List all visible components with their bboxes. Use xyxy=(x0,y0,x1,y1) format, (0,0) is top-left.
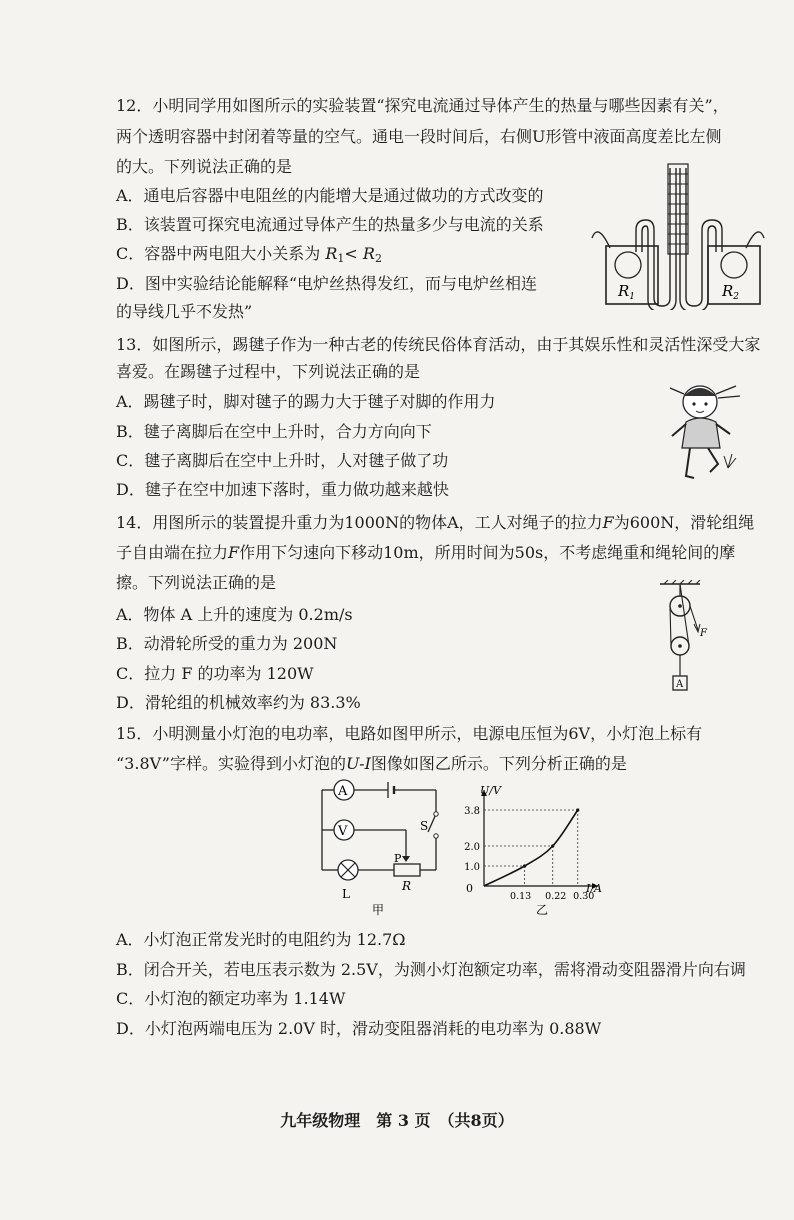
q14-stem-line-1: 14．用图所示的装置提升重力为1000N的物体A，工人对绳子的拉力F为600N，滑轮组绳 xyxy=(116,513,755,532)
q14-stem-line-3: 擦。下列说法正确的是 xyxy=(116,573,277,592)
q13-option-b: B．毽子离脚后在空中上升时，合力方向向下 xyxy=(116,422,432,441)
q12-stem-line-1: 12．小明同学用如图所示的实验装置“探究电流通过导体产生的热量与哪些因素有关”， xyxy=(116,96,729,115)
page-footer: 九年级物理 第 3 页 （共8页） xyxy=(280,1111,514,1130)
graph-caption: 乙 xyxy=(536,903,549,917)
graph-guide-lines xyxy=(484,810,578,886)
q15-option-b: B．闭合开关，若电压表示数为 2.5V，为测小灯泡额定功率，需将滑动变阻器滑片向右调 xyxy=(116,960,746,979)
q14-option-c: C．拉力 F 的功率为 120W xyxy=(116,664,314,683)
q12-option-b: B．该装置可探究电流通过导体产生的热量多少与电流的关系 xyxy=(116,215,544,234)
q12-option-a: A．通电后容器中电阻丝的内能增大是通过做功的方式改变的 xyxy=(116,186,544,205)
q14-option-b: B．动滑轮所受的重力为 200N xyxy=(116,634,338,653)
q14-option-a: A．物体 A 上升的速度为 0.2m/s xyxy=(116,605,353,624)
q13-stem-line-1: 13．如图所示，踢毽子作为一种古老的传统民俗体育活动，由于其娱乐性和灵活性深受大家 xyxy=(116,335,761,354)
graph-points xyxy=(523,808,579,867)
switch-label: S xyxy=(420,819,429,833)
fig-r2-label: $R_2$ xyxy=(722,282,740,302)
graph-point-2 xyxy=(551,844,554,847)
q12-stem-line-3: 的大。下列说法正确的是 xyxy=(116,157,293,176)
graph-point-3 xyxy=(576,808,579,811)
fig-r1-label: $R_1$ xyxy=(618,282,636,302)
graph-ylabel: U/V xyxy=(480,784,501,797)
graph-point-1 xyxy=(523,864,526,867)
q12-option-d-line-2: 的导线几乎不发热” xyxy=(116,302,253,321)
graph-ytick-1: 2.0 xyxy=(464,842,480,853)
circuit-caption: 甲 xyxy=(372,903,385,917)
graph-ytick-2: 1.0 xyxy=(464,862,480,873)
pulley-object-label: A xyxy=(676,679,684,690)
voltmeter-symbol: V xyxy=(338,824,348,839)
q14-option-d: D．滑轮组的机械效率约为 83.3% xyxy=(116,693,361,712)
q13-option-c: C．毽子离脚后在空中上升时，人对毽子做了功 xyxy=(116,451,449,470)
pulley-force-label: F xyxy=(700,628,707,639)
q15-stem-line-1: 15．小明测量小灯泡的电功率，电路如图甲所示，电源电压恒为6V，小灯泡上标有 xyxy=(116,724,703,743)
ui-graph-yi xyxy=(454,778,604,920)
graph-ytick-0: 3.8 xyxy=(464,806,480,817)
slider-label: P xyxy=(394,852,402,865)
q13-option-d: D．毽子在空中加速下落时，重力做功越来越快 xyxy=(116,480,449,499)
graph-xtick-2: 0.30 xyxy=(573,891,595,902)
q12-stem-line-2: 两个透明容器中封闭着等量的空气。通电一段时间后，右侧U形管中液面高度差比左侧 xyxy=(116,127,722,146)
ammeter-symbol: A xyxy=(338,784,348,799)
rheostat-label: R xyxy=(402,879,412,893)
pulley-system-figure xyxy=(654,580,714,694)
q12-option-d-line-1: D．图中实验结论能解释“电炉丝热得发红，而与电炉丝相连 xyxy=(116,274,538,293)
q15-option-a: A．小灯泡正常发光时的电阻约为 12.7Ω xyxy=(116,930,406,949)
q13-option-a: A．踢毽子时，脚对毽子的踢力大于毽子对脚的作用力 xyxy=(116,392,496,411)
graph-xlabel: I/A xyxy=(586,882,602,895)
q15-option-c: C．小灯泡的额定功率为 1.14W xyxy=(116,989,346,1008)
q13-stem-line-2: 喜爱。在踢毽子过程中，下列说法正确的是 xyxy=(116,362,421,381)
q15-option-d: D．小灯泡两端电压为 2.0V 时，滑动变阻器消耗的电功率为 0.88W xyxy=(116,1019,602,1038)
q12-apparatus-figure xyxy=(588,160,768,310)
graph-axes xyxy=(481,790,598,889)
graph-series-line xyxy=(484,810,578,886)
circuit-diagram-jia xyxy=(308,774,460,920)
shuttlecock-kicker-figure xyxy=(660,378,746,484)
q12-option-c: C．容器中两电阻大小关系为 $R_1< R_2$ xyxy=(116,244,382,265)
q15-stem-line-2: “3.8V”字样。实验得到小灯泡的U-I图像如图乙所示。下列分析正确的是 xyxy=(116,754,627,773)
graph-xtick-1: 0.22 xyxy=(545,891,567,902)
graph-origin: 0 xyxy=(466,882,473,895)
lamp-label: L xyxy=(342,887,350,901)
graph-xtick-0: 0.13 xyxy=(510,891,532,902)
q14-stem-line-2: 子自由端在拉力F作用下匀速向下移动10m，所用时间为50s，不考虑绳重和绳轮间的摩 xyxy=(116,543,736,562)
